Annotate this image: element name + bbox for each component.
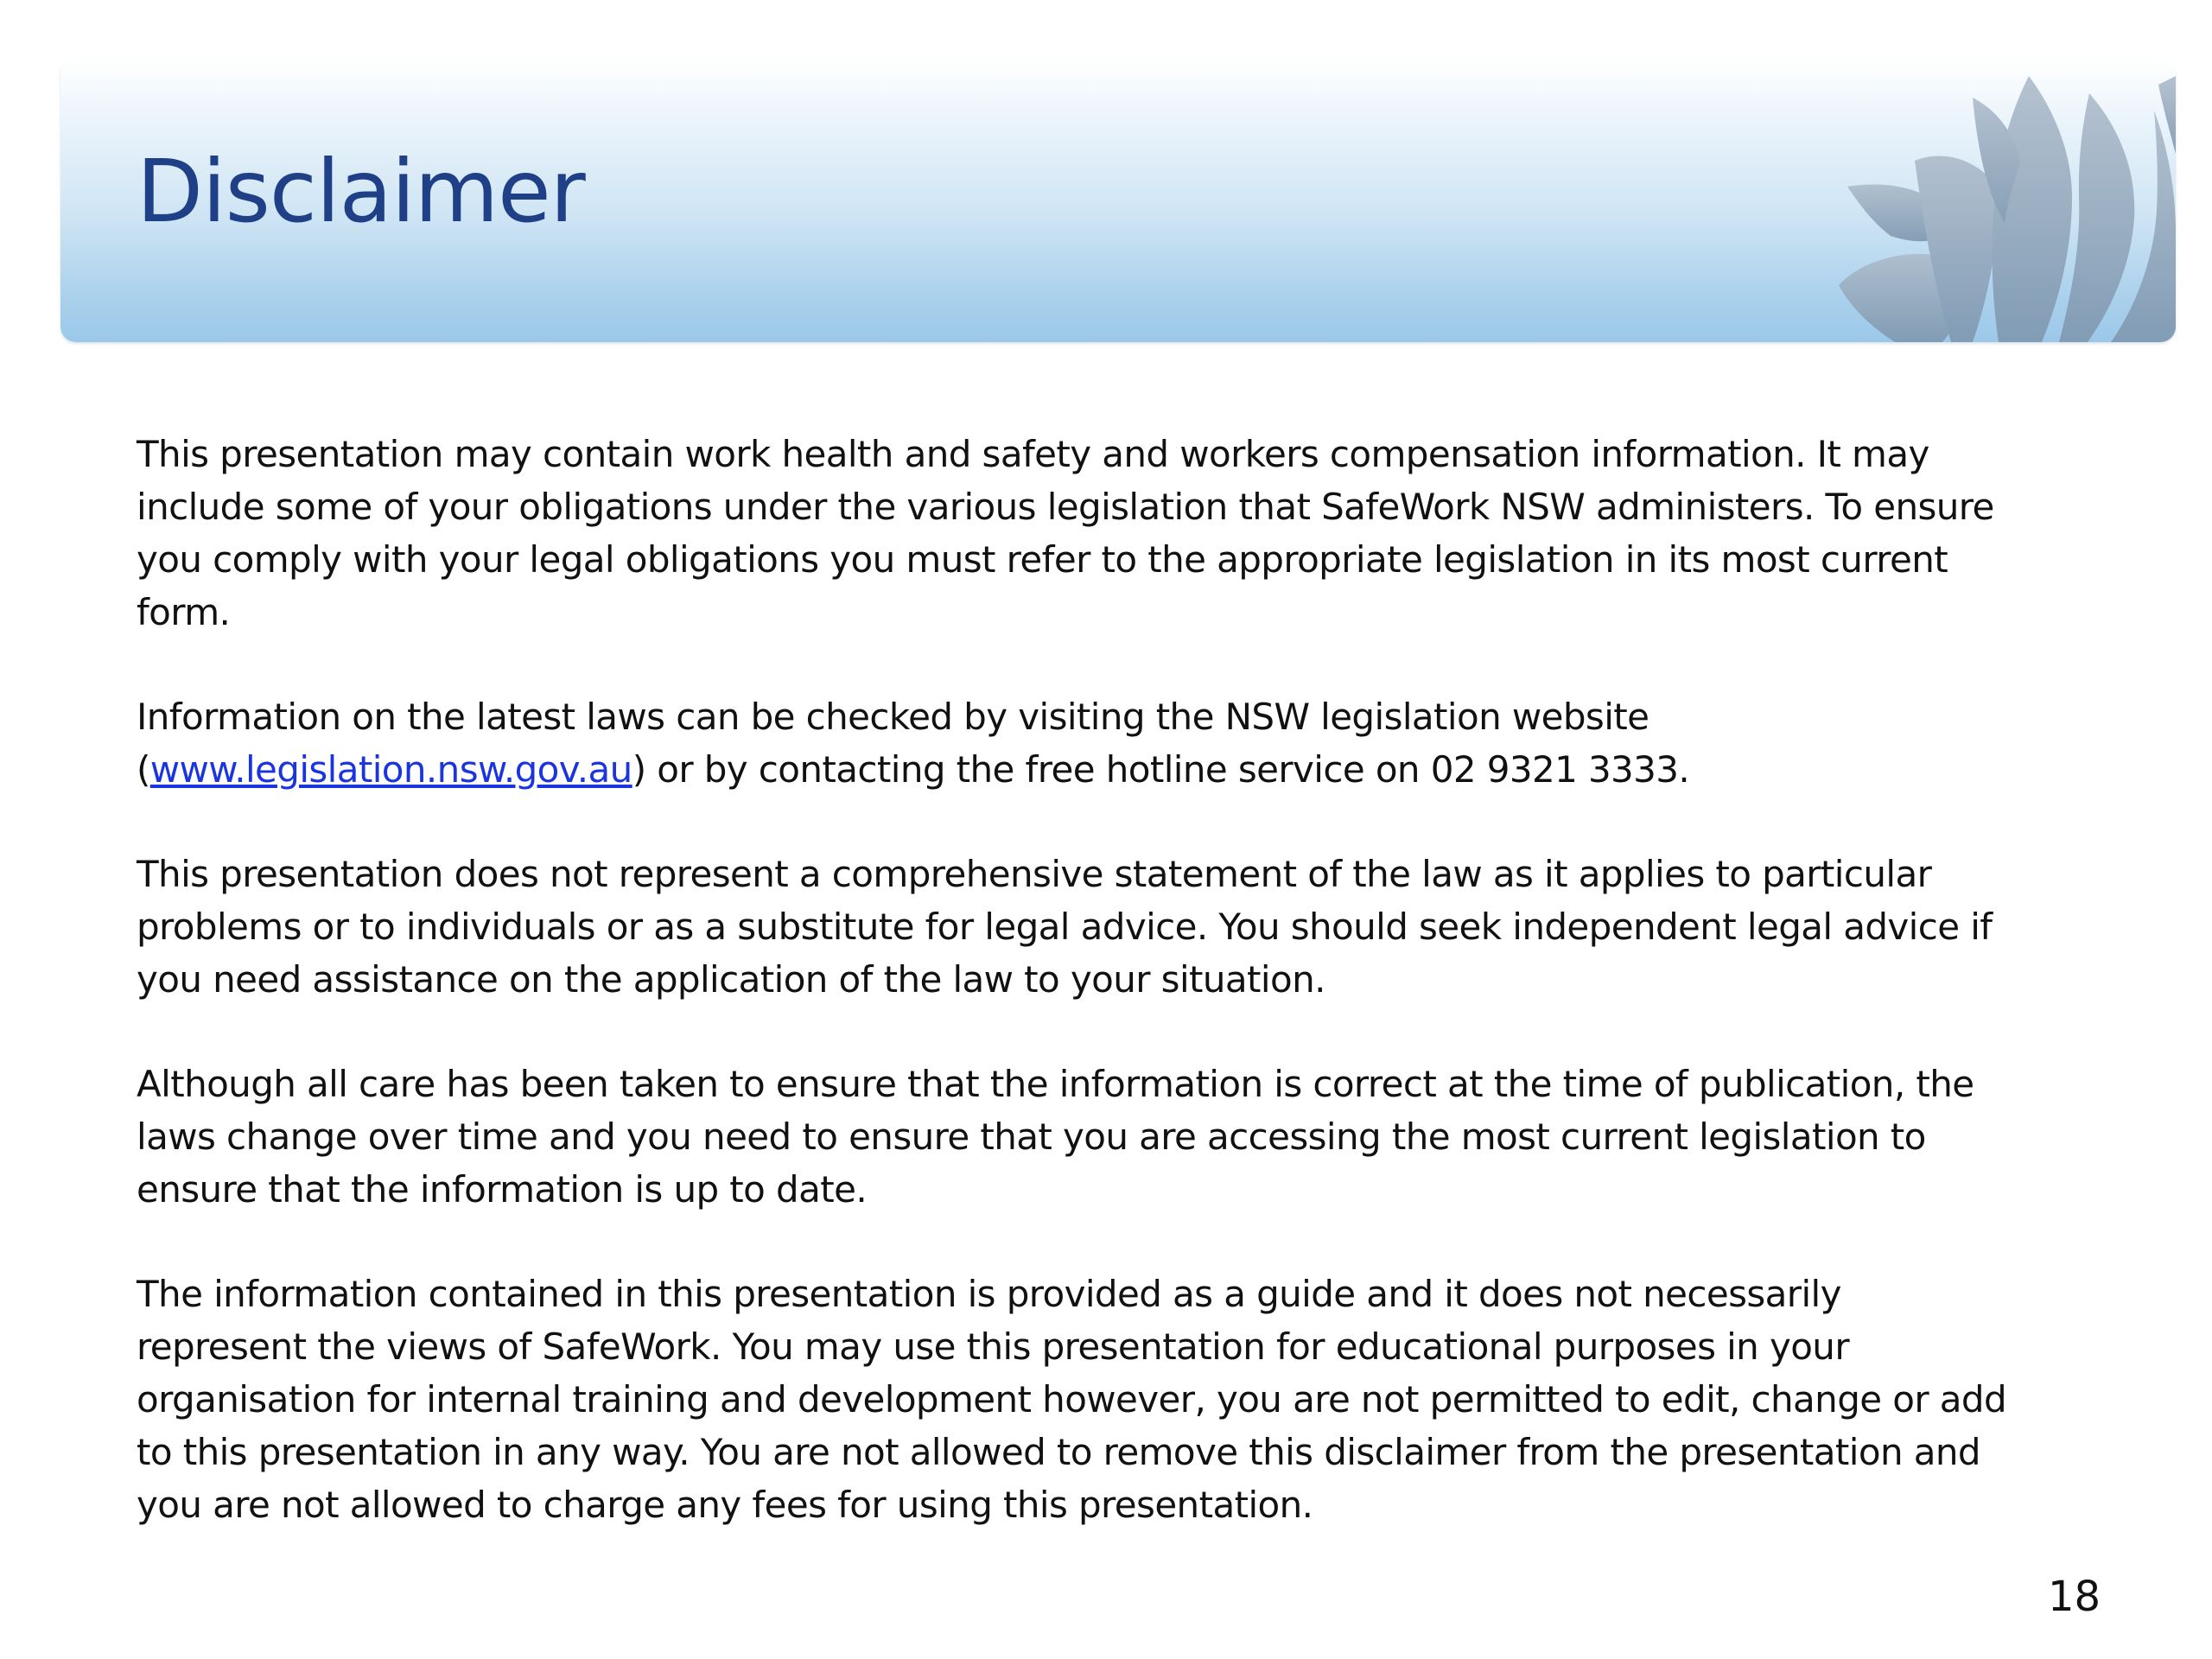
disclaimer-body	[137, 428, 2020, 1583]
paragraph-obligations: This presentation may contain work health and safety and workers compensation information. It may include some of your obligations under the various legislation that SafeWork NSW administers. To ensure you comply with your legal obligations you must refer to the appropriate legislation in its most current form.	[137, 433, 1994, 633]
paragraph-latest-laws-text-end: ) or by contacting the free hotline service on 02 9321 3333.	[632, 748, 1690, 791]
paragraph-not-legal-advice: This presentation does not represent a comprehensive statement of the law as it applies to particular problems or to individuals or as a substitute for legal advice. You should seek independent legal advice if you need assistance on the application of the law to your situation.	[137, 853, 1993, 1001]
paragraph-latest-laws	[137, 690, 2020, 796]
page-number: 18	[2048, 1573, 2101, 1621]
waratah-icon	[1813, 59, 2176, 342]
slide-title: Disclaimer	[137, 141, 585, 242]
paragraph-laws-change: Although all care has been taken to ensure that the information is correct at the time of publication, the laws change over time and you need to ensure that you are accessing the most current legislation to ensure that the information is up to date.	[137, 1063, 1974, 1211]
legislation-website-link[interactable]: www.legislation.nsw.gov.au	[149, 748, 632, 791]
paragraph-latest-laws-text: Information on the latest laws can be checked by visiting the NSW legislation website (	[137, 696, 1649, 791]
paragraph-usage-terms: The information contained in this presentation is provided as a guide and it does not necessarily represent the views of SafeWork. You may use this presentation for educational purposes in your organisation for internal training and development however, you are not permitted to edit, change or add to this presentation in any way. You are not allowed to remove this disclaimer from the presentation and you are not allowed to charge any fees for using this presentation.	[137, 1273, 2007, 1526]
